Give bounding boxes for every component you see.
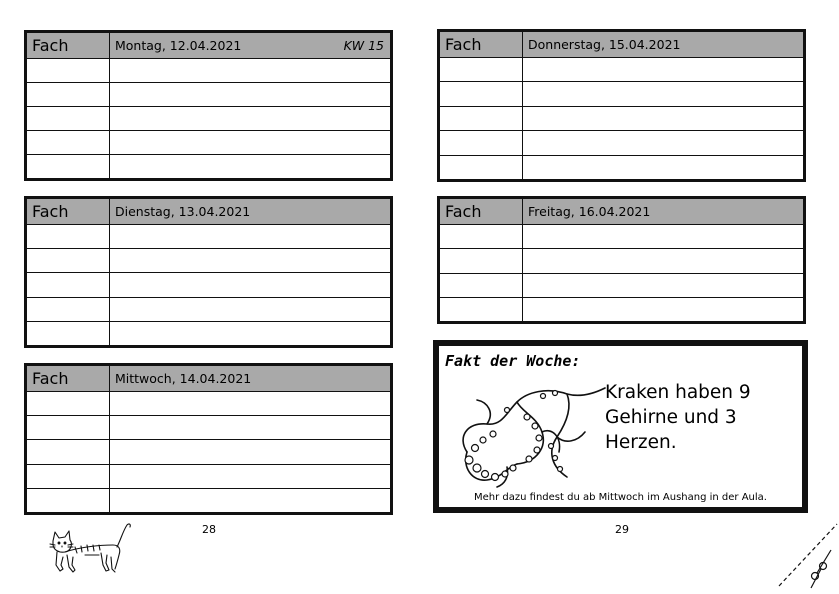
- entry-row[interactable]: [27, 225, 391, 249]
- entry-row[interactable]: [27, 107, 391, 131]
- entry-row[interactable]: [27, 440, 391, 464]
- planner-friday: [437, 196, 806, 324]
- entry-row[interactable]: [440, 273, 804, 297]
- entry-row[interactable]: [440, 106, 804, 130]
- entry-row[interactable]: [27, 249, 391, 273]
- entry-row[interactable]: [440, 58, 804, 82]
- calendar-week: KW 15: [343, 38, 384, 53]
- entry-row[interactable]: [440, 82, 804, 106]
- entry-row[interactable]: [27, 416, 391, 440]
- fact-text: Kraken haben 9 Gehirne und 3 Herzen.: [605, 382, 751, 453]
- subject-header: Fach: [27, 199, 110, 225]
- entry-row[interactable]: [27, 297, 391, 321]
- entry-row[interactable]: [27, 155, 391, 179]
- entry-row[interactable]: [440, 155, 804, 179]
- subject-header: Fach: [440, 32, 523, 58]
- entry-row[interactable]: [27, 131, 391, 155]
- day-date: Montag, 12.04.2021: [115, 38, 242, 53]
- entry-row[interactable]: [27, 83, 391, 107]
- subject-header: Fach: [27, 366, 110, 392]
- page-number-left: 28: [202, 523, 216, 536]
- subject-header: Fach: [440, 199, 523, 225]
- entry-row[interactable]: [440, 131, 804, 155]
- entry-row[interactable]: [440, 297, 804, 321]
- scissors-icon: [775, 520, 839, 594]
- page-number-right: 29: [615, 523, 629, 536]
- entry-row[interactable]: [440, 249, 804, 273]
- octopus-drawing-icon: [447, 382, 607, 490]
- cat-drawing-icon: [45, 519, 135, 577]
- entry-row[interactable]: [27, 488, 391, 512]
- planner-tuesday: [24, 196, 393, 348]
- day-date: Dienstag, 13.04.2021: [110, 199, 391, 225]
- entry-row[interactable]: [27, 321, 391, 345]
- fact-footer: Mehr dazu findest du ab Mittwoch im Aushang in der Aula.: [474, 492, 767, 503]
- planner-thursday: [437, 29, 806, 182]
- day-date: Mittwoch, 14.04.2021: [110, 366, 391, 392]
- day-date: Freitag, 16.04.2021: [523, 199, 804, 225]
- entry-row[interactable]: [27, 464, 391, 488]
- entry-row[interactable]: [27, 392, 391, 416]
- day-header-monday: [110, 33, 391, 59]
- subject-header: Fach: [27, 33, 110, 59]
- planner-wednesday: [24, 363, 393, 515]
- fact-title: Fakt der Woche:: [445, 352, 581, 370]
- fact-of-the-week-box: [433, 340, 808, 513]
- entry-row[interactable]: [27, 59, 391, 83]
- entry-row[interactable]: [440, 225, 804, 249]
- day-date: Donnerstag, 15.04.2021: [523, 32, 804, 58]
- planner-monday: [24, 30, 393, 181]
- entry-row[interactable]: [27, 273, 391, 297]
